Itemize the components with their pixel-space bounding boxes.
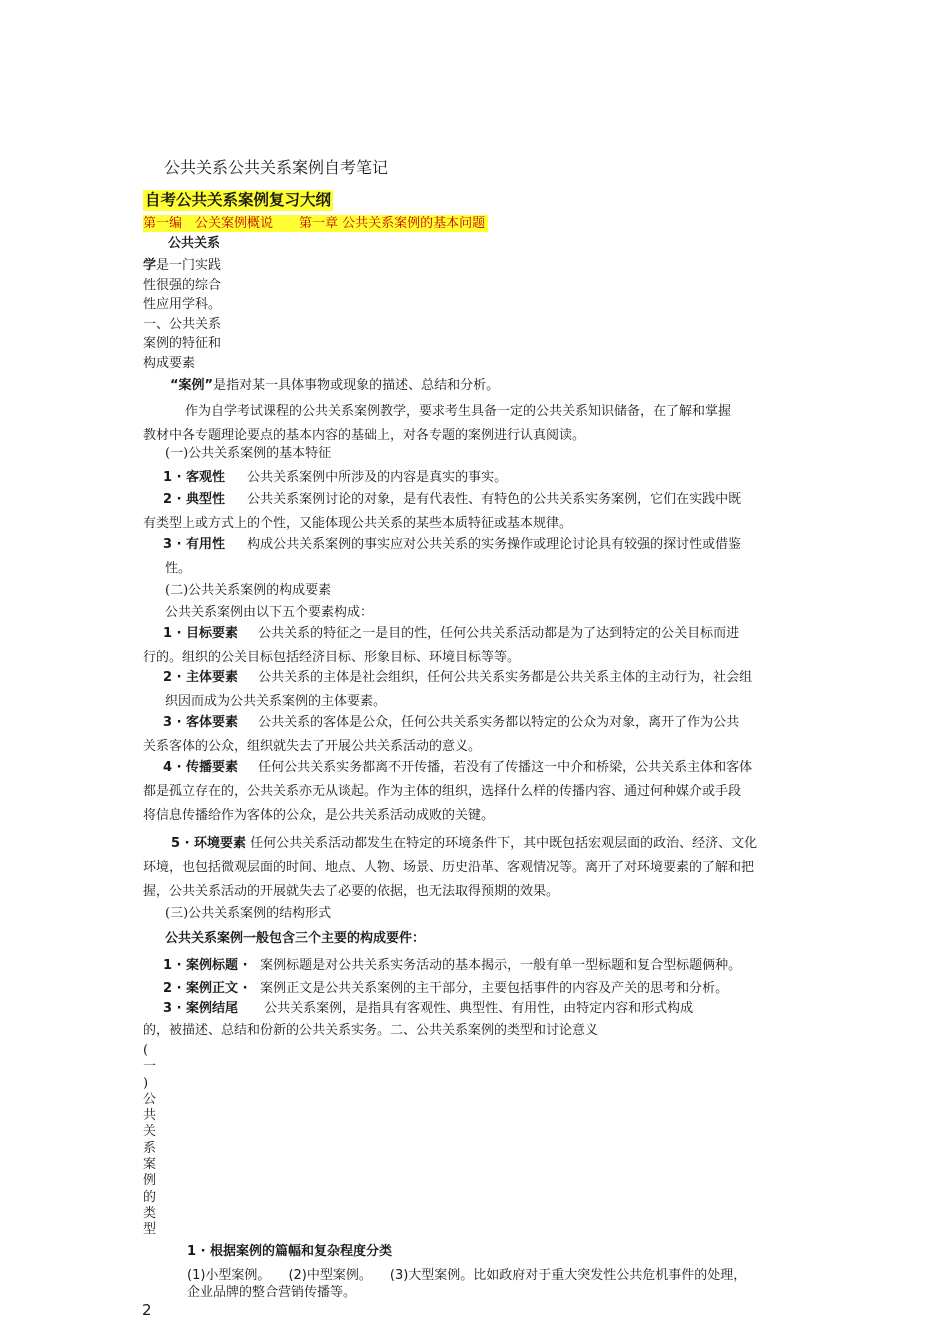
classify-heading: 1 · 根据案例的篇幅和复杂程度分类 bbox=[187, 1244, 393, 1259]
intro-line: 性很强的综合 bbox=[143, 277, 222, 293]
element-item-subject: 2 · 主体要素 公共关系的主体是社会组织，任何公共关系实务都是公共关系主体的主动行为，社会组 织因而成为公共关系案例的主体要素。 bbox=[163, 670, 753, 709]
study-paragraph bbox=[143, 400, 813, 448]
structure-item-ending: 3 · 案例结尾 公共关系案例，是指具有客观性、典型性、有用性，由特定内容和形式构成 的，被描述、总结和份新的公共关系实务。二、公共关系案例的类型和讨论意义 bbox=[143, 1001, 694, 1038]
element-item-environment: 5 · 环境要素 任何公共关系活动都发生在特定的环境条件下，其中既包括宏观层面的政治、经济、文化 环境，也包括微观层面的时间、地点、人物、场景、历史沿革、客观情况等。离开了对环境要素的了解和把 握，公共关系活动的开展就失去了必要的依据，也无法取得预期的效果。 bbox=[143, 836, 758, 899]
outline-heading: 自考公共关系案例复习大纲 bbox=[145, 191, 332, 209]
intro-line: 性应用学科。 bbox=[143, 297, 222, 312]
section3-lead: 公共关系案例一般包含三个主要的构成要件： bbox=[165, 931, 426, 946]
feature-item-objective: 1 · 客观性 公共关系案例中所涉及的内容是真实的事实。 bbox=[163, 470, 508, 485]
element-item-communication: 4 · 传播要素 任何公共关系实务都离不开传播，若没有了传播这一中介和桥梁，公共关系主体和客体 都是孤立存在的，公共关系亦无从谈起。作为主体的组织，选择什么样的传播内容、通过何种媒介或手段 将信息传播给作为客体的公众，是公共关系活动成败的关键。 bbox=[143, 760, 753, 823]
section3-heading: (三)公共关系案例的结构形式 bbox=[165, 906, 332, 921]
classify-line-cont: 企业品牌的整合营销传播等。 bbox=[187, 1285, 357, 1300]
element-item-object: 3 · 客体要素 公共关系的客体是公众，任何公共关系实务都以特定的公众为对象，离开了作为公共 关系客体的公众，组织就失去了开展公共关系活动的意义。 bbox=[143, 715, 740, 754]
page-number: 2 bbox=[142, 1301, 152, 1319]
doc-title: 公共关系公共关系案例自考笔记 bbox=[164, 158, 389, 177]
classify-line: (1)小型案例。 (2)中型案例。 (3)大型案例。比如政府对于重大突发性公共危机事件的处理， bbox=[187, 1268, 747, 1283]
section2-lead: 公共关系案例由以下五个要素构成： bbox=[165, 605, 374, 620]
feature-item-typical: 2 · 典型性 公共关系案例讨论的对象，是有代表性、有特色的公共关系实务案例，它们在实践中既 有类型上或方式上的个性，又能体现公共关系的某些本质特征或基本规律。 bbox=[143, 492, 742, 531]
intro-column bbox=[143, 256, 243, 373]
section1-heading: (一)公共关系案例的基本特征 bbox=[165, 446, 332, 461]
intro-line: 案例的特征和 bbox=[143, 336, 222, 351]
intro-line: 一、公共关系 bbox=[143, 316, 222, 332]
element-item-goal: 1 · 目标要素 公共关系的特征之一是目的性，任何公共关系活动都是为了达到特定的公关目标而进 行的。组织的公关目标包括经济目标、形象目标、环境目标等等。 bbox=[143, 626, 740, 665]
section2-heading: (二)公共关系案例的构成要素 bbox=[165, 583, 332, 598]
paragraph-line: 作为自学考试课程的公共关系案例教学，要求考生具备一定的公共关系知识储备，在了解和掌握 bbox=[185, 404, 732, 419]
case-definition: “案例”是指对某一具体事物或现象的描述、总结和分析。 bbox=[170, 378, 500, 393]
structure-item-body: 2 · 案例正文 · 案例正文是公共关系案例的主干部分，主要包括事件的内容及产关的思考和分析。 bbox=[163, 981, 729, 996]
paragraph-line: 教材中各专题理论要点的基本内容的基础上，对各专题的案例进行认真阅读。 bbox=[143, 428, 586, 443]
chapter-line: 第一编 公关案例概说 第一章 公共关系案例的基本问题 bbox=[143, 215, 488, 232]
intro-line: 学是一门实践 bbox=[143, 258, 222, 273]
feature-item-useful: 3 · 有用性 构成公共关系案例的事实应对公共关系的实务操作或理论讨论具有较强的探讨性或借鉴 性。 bbox=[163, 537, 742, 576]
intro-term: 公共关系 bbox=[168, 236, 221, 251]
structure-item-title: 1 · 案例标题 · 案例标题是对公共关系实务活动的基本揭示，一般有单一型标题和复合型标题俩种。 bbox=[163, 958, 742, 973]
intro-line: 构成要素 bbox=[143, 355, 196, 371]
vertical-heading: ( 一 ) 公 共 关 系 案 例 的 类 型 bbox=[143, 1043, 157, 1238]
